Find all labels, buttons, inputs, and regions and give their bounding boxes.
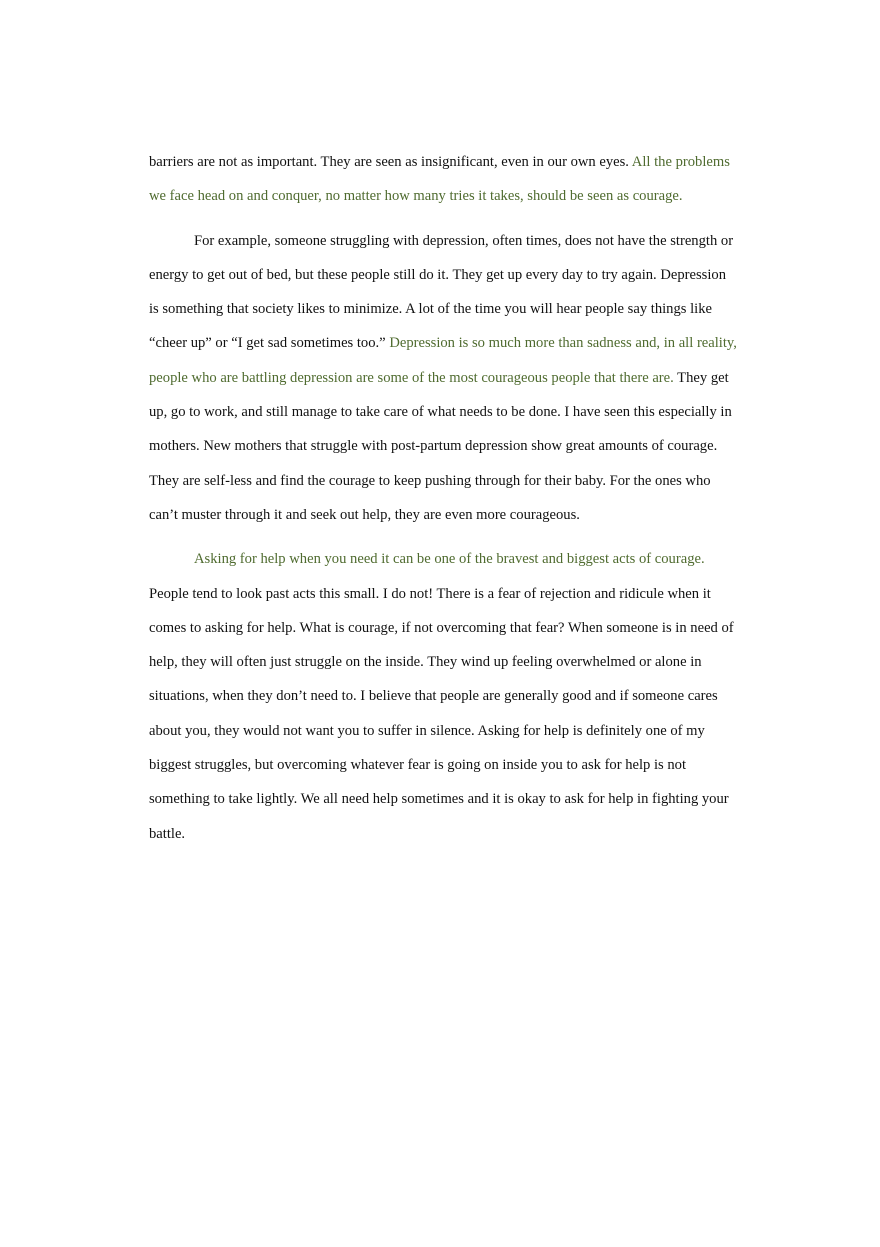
- paragraph-2-text-start: For example, someone struggling with depression, often times, does not have the strength or energy to get out of bed, but these people still do it. They get up every day to try again. Depression is something that society likes to minimize. A lot of the time you will hear people say things like “cheer up” or “I get sad sometimes too.”: [149, 232, 734, 352]
- paragraph-3-highlight: Asking for help when you need it can be one of the bravest and biggest acts of courage.: [194, 551, 705, 568]
- paragraph-1: [149, 145, 739, 214]
- paragraph-2-text-end: They get up, go to work, and still manage to take care of what needs to be done. I have seen this especially in mothers. New mothers that struggle with post-partum depression show great amounts of courage. They are self-less and find the courage to keep pushing through for their baby. For the ones who can’t muster through it and seek out help, they are even more courageous.: [149, 369, 732, 523]
- paragraph-3: [149, 542, 739, 851]
- paragraph-3-text: People tend to look past acts this small. I do not! There is a fear of rejection and ridicule when it comes to asking for help. What is courage, if not overcoming that fear? When someone is in need of help, they will often just struggle on the inside. They wind up feeling overwhelmed or alone in situations, when they don’t need to. I believe that people are generally good and if someone cares about you, they would not want you to suffer in silence. Asking for help is definitely one of my biggest struggles, but overcoming whatever fear is going on inside you to ask for help is not something to take lightly. We all need help sometimes and it is okay to ask for help in fighting your battle.: [149, 585, 734, 842]
- paragraph-1-highlight: All the problems we face head on and conquer, no matter how many tries it takes, should be seen as courage.: [149, 154, 730, 205]
- paragraph-1-text: barriers are not as important. They are seen as insignificant, even in our own eyes.: [149, 154, 632, 170]
- paragraph-2-highlight: Depression is so much more than sadness and, in all reality, people who are battling depression are some of the most courageous people that there are.: [149, 335, 737, 386]
- document-body: [149, 145, 739, 861]
- paragraph-2: [149, 224, 739, 533]
